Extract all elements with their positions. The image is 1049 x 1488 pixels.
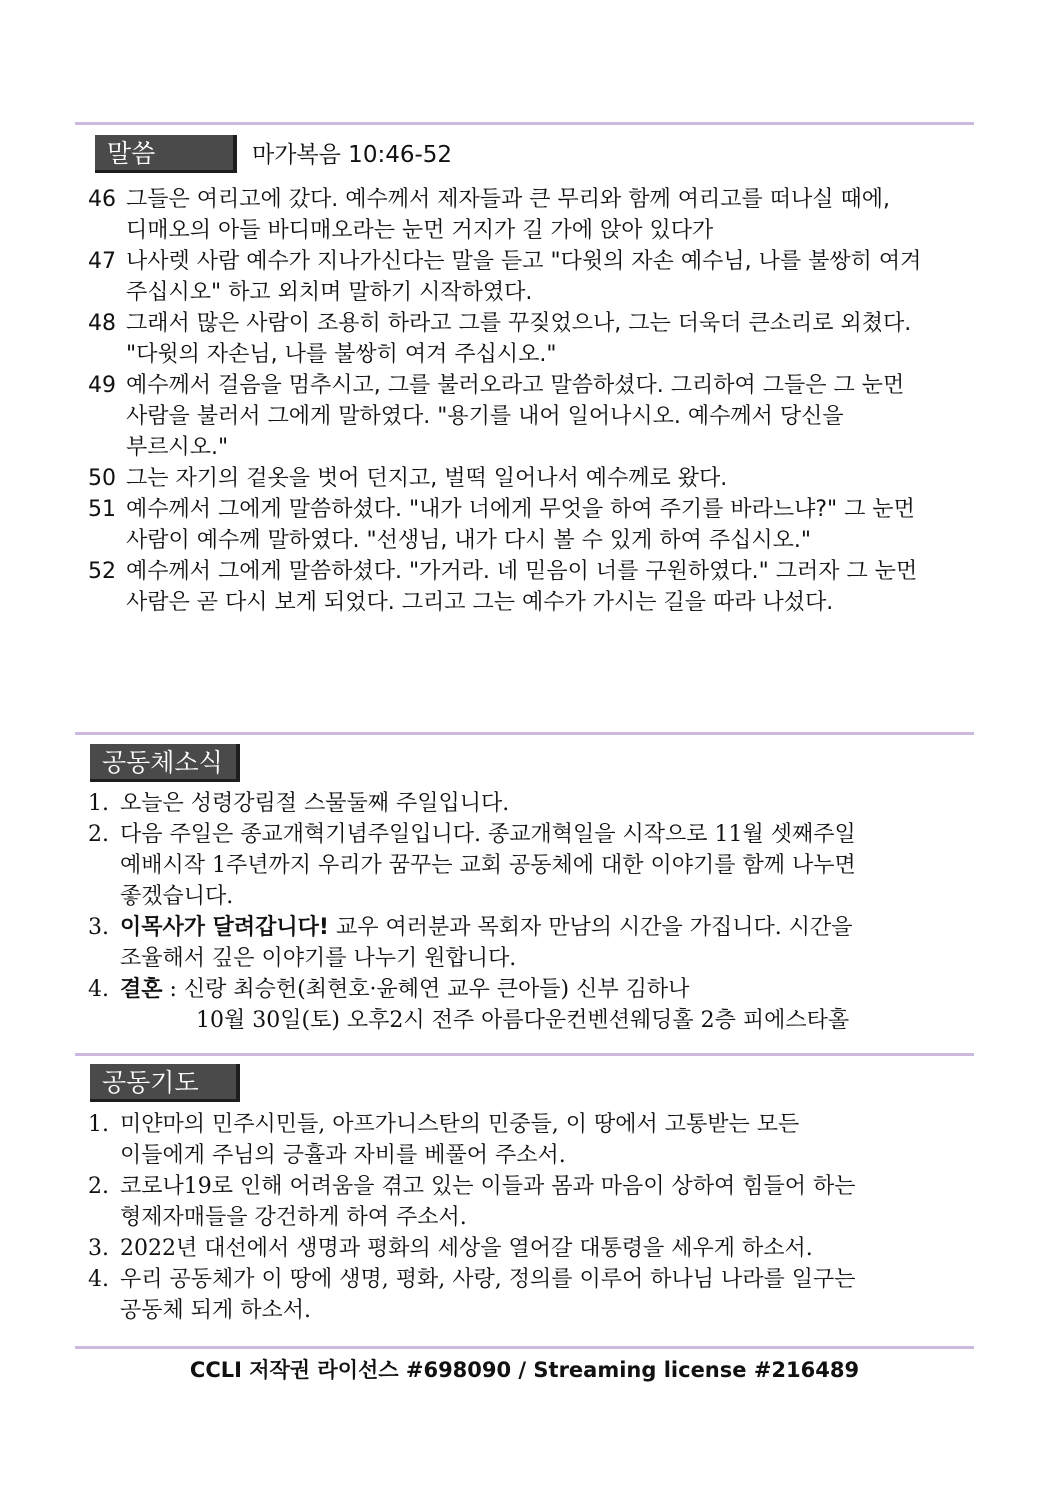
item-number: 2.: [88, 1174, 109, 1199]
item-number: 4.: [88, 977, 109, 1002]
item-number: 1.: [88, 1112, 109, 1137]
verse-number: 52: [88, 559, 116, 584]
item-line: [120, 881, 968, 912]
item-line-text: 이들에게 주님의 긍휼과 자비를 베풀어 주소서.: [120, 1143, 566, 1168]
verse-text: [126, 494, 968, 556]
verse-text: [126, 463, 968, 494]
item-number: 3.: [88, 915, 109, 940]
item-text: [120, 788, 968, 819]
item-line: [120, 943, 968, 974]
item-highlight: 결혼: [120, 977, 163, 1002]
verse-line: 디매오의 아들 바디매오라는 눈먼 거지가 길 가에 앉아 있다가: [126, 218, 714, 243]
community-news-list: [88, 788, 968, 1036]
verse-text: [126, 556, 968, 618]
verse-number: 46: [88, 187, 116, 212]
license-footer: CCLI 저작권 라이선스 #698090 / Streaming license #216489: [189, 1358, 860, 1382]
item-line: [120, 912, 968, 943]
verse-line: 사람을 불러서 그에게 말하였다. "용기를 내어 일어나시오. 예수께서 당신을: [126, 404, 844, 429]
verse-row: [88, 246, 968, 308]
item-line-text: 다음 주일은 종교개혁기념주일입니다. 종교개혁일을 시작으로 11월 셋째주일: [120, 822, 856, 847]
verse-row: [88, 308, 968, 370]
list-item: [88, 1264, 968, 1326]
verse-text: [126, 246, 968, 308]
item-line: [120, 1005, 968, 1036]
item-line-text: 조율해서 깊은 이야기를 나누기 원합니다.: [120, 946, 517, 971]
verse-line: 그들은 여리고에 갔다. 예수께서 제자들과 큰 무리와 함께 여리고를 떠나실 때에,: [126, 187, 890, 212]
item-line: [120, 819, 968, 850]
section-divider-news: [75, 732, 974, 735]
list-item: [88, 912, 968, 974]
item-line-text: 좋겠습니다.: [120, 884, 234, 909]
item-number: 1.: [88, 791, 109, 816]
item-number: 3.: [88, 1236, 109, 1261]
verse-text: [126, 184, 968, 246]
scripture-passage: [88, 184, 968, 618]
item-line: [120, 1295, 968, 1326]
verse-line: 사람이 예수께 말하였다. "선생님, 내가 다시 볼 수 있게 하여 주십시오.": [126, 528, 811, 553]
section-divider-footer: [75, 1346, 974, 1349]
item-text: [120, 912, 968, 974]
verse-number: 51: [88, 497, 116, 522]
item-line-text: 미얀마의 민주시민들, 아프가니스탄의 민중들, 이 땅에서 고통받는 모든: [120, 1112, 800, 1137]
item-line: [120, 1109, 968, 1140]
item-line-text: : 신랑 최승헌(최현호·윤혜연 교우 큰아들) 신부 김하나: [162, 977, 690, 1002]
verse-number: 48: [88, 311, 116, 336]
item-text: [120, 819, 968, 912]
community-news-label: 공동체소식: [90, 744, 240, 782]
item-text: [120, 974, 968, 1036]
item-line: [120, 1233, 968, 1264]
verse-line: 그는 자기의 겉옷을 벗어 던지고, 벌떡 일어나서 예수께로 왔다.: [126, 466, 728, 491]
item-line: [120, 1264, 968, 1295]
verse-row: [88, 370, 968, 463]
verse-number: 50: [88, 466, 116, 491]
list-item: [88, 819, 968, 912]
item-line-text: 오늘은 성령강림절 스물둘째 주일입니다.: [120, 791, 510, 816]
scripture-reference: 마가복음 10:46-52: [252, 142, 453, 168]
item-text: [120, 1233, 968, 1264]
item-line-text: 우리 공동체가 이 땅에 생명, 평화, 사랑, 정의를 이루어 하나님 나라를 일구는: [120, 1267, 856, 1292]
verse-row: [88, 463, 968, 494]
item-line-text: 10월 30일(토) 오후2시 전주 아름다운컨벤션웨딩홀 2층 피에스타홀: [196, 1008, 850, 1033]
verse-text: [126, 370, 968, 463]
item-number: 4.: [88, 1267, 109, 1292]
list-item: [88, 1109, 968, 1171]
list-item: [88, 1171, 968, 1233]
item-line-text: 공동체 되게 하소서.: [120, 1298, 311, 1323]
verse-line: 예수께서 그에게 말씀하셨다. "가거라. 네 믿음이 너를 구원하였다." 그러자 그 눈먼: [126, 559, 918, 584]
verse-number: 49: [88, 373, 116, 398]
item-text: [120, 1264, 968, 1326]
item-line: [120, 850, 968, 881]
verse-text: [126, 308, 968, 370]
verse-row: [88, 494, 968, 556]
item-line-text: 2022년 대선에서 생명과 평화의 세상을 열어갈 대통령을 세우게 하소서.: [120, 1236, 813, 1261]
item-line: [120, 974, 968, 1005]
list-item: [88, 788, 968, 819]
verse-line: 예수께서 걸음을 멈추시고, 그를 불러오라고 말씀하셨다. 그리하여 그들은 그 눈먼: [126, 373, 905, 398]
verse-line: 부르시오.": [126, 435, 229, 460]
item-line-text: 코로나19로 인해 어려움을 겪고 있는 이들과 몸과 마음이 상하여 힘들어 하는: [120, 1174, 856, 1199]
item-line: [120, 788, 968, 819]
item-line-text: 형제자매들을 강건하게 하여 주소서.: [120, 1205, 467, 1230]
list-item: [88, 1233, 968, 1264]
verse-line: 예수께서 그에게 말씀하셨다. "내가 너에게 무엇을 하여 주기를 바라느냐?" 그 눈먼: [126, 497, 915, 522]
list-item: [88, 974, 968, 1036]
scripture-label: 말씀: [95, 135, 237, 173]
item-number: 2.: [88, 822, 109, 847]
common-prayer-label: 공동기도: [90, 1064, 240, 1102]
section-divider-top: [75, 122, 974, 125]
verse-line: 그래서 많은 사람이 조용히 하라고 그를 꾸짖었으나, 그는 더욱더 큰소리로 외쳤다.: [126, 311, 912, 336]
item-text: [120, 1109, 968, 1171]
verse-number: 47: [88, 249, 116, 274]
item-text: [120, 1171, 968, 1233]
item-line: [120, 1171, 968, 1202]
verse-row: [88, 184, 968, 246]
verse-line: 주십시오" 하고 외치며 말하기 시작하였다.: [126, 280, 533, 305]
item-line: [120, 1140, 968, 1171]
item-line-text: 교우 여러분과 목회자 만남의 시간을 가집니다. 시간을: [328, 915, 853, 940]
verse-line: 사람은 곧 다시 보게 되었다. 그리고 그는 예수가 가시는 길을 따라 나섰다.: [126, 590, 834, 615]
common-prayer-list: [88, 1109, 968, 1326]
verse-line: "다윗의 자손님, 나를 불쌍히 여겨 주십시오.": [126, 342, 557, 367]
item-highlight: 이목사가 달려갑니다!: [120, 915, 329, 940]
verse-line: 나사렛 사람 예수가 지나가신다는 말을 듣고 "다윗의 자손 예수님, 나를 불쌍히 여겨: [126, 249, 922, 274]
verse-row: [88, 556, 968, 618]
section-divider-prayer: [75, 1053, 974, 1056]
item-line-text: 예배시작 1주년까지 우리가 꿈꾸는 교회 공동체에 대한 이야기를 함께 나누면: [120, 853, 856, 878]
item-line: [120, 1202, 968, 1233]
